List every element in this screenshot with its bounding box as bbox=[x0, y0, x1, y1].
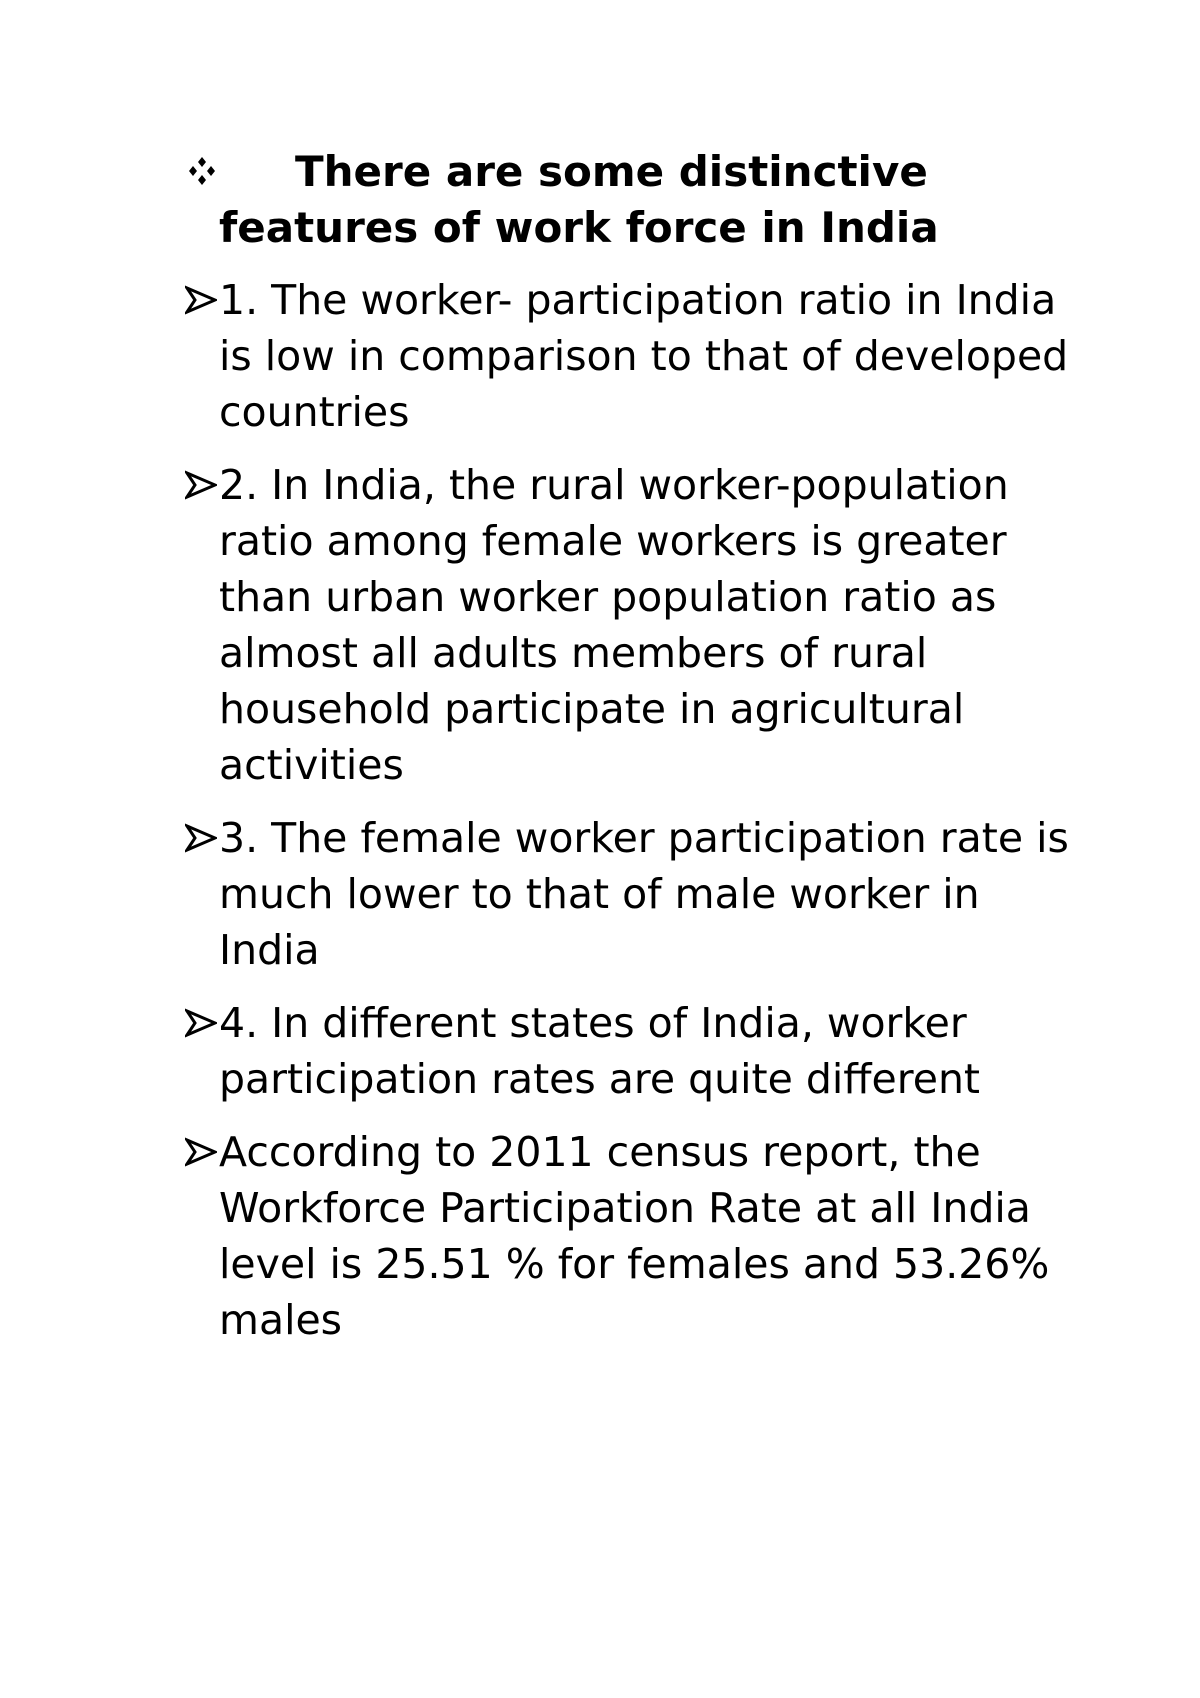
bullet-text: 4. In different states of India, worker participation rates are quite different bbox=[219, 999, 981, 1103]
bullet-list bbox=[185, 272, 1085, 1365]
bullet-text: 3. The female worker participation rate is much lower to that of male worker in India bbox=[219, 814, 1069, 974]
list-item bbox=[185, 1124, 1085, 1348]
arrowhead-icon bbox=[185, 822, 217, 854]
list-item bbox=[185, 810, 1085, 978]
bullet-text: 1. The worker- participation ratio in India is low in comparison to that of developed countries bbox=[219, 276, 1069, 436]
list-item bbox=[185, 995, 1085, 1107]
arrowhead-icon bbox=[185, 1136, 217, 1168]
arrowhead-icon bbox=[185, 469, 217, 501]
slide-heading bbox=[185, 144, 1065, 256]
bullet-text: According to 2011 census report, the Workforce Participation Rate at all India level is 25.51 % for females and 53.26% males bbox=[219, 1128, 1050, 1344]
arrowhead-icon bbox=[185, 1007, 217, 1039]
heading-text: There are some distinctive features of work force in India bbox=[219, 147, 939, 252]
arrowhead-icon bbox=[185, 284, 217, 316]
list-item bbox=[185, 272, 1085, 440]
list-item bbox=[185, 457, 1085, 793]
bullet-text: 2. In India, the rural worker-population ratio among female workers is greater than urban worker population ratio as almost all adults members of rural household participate in agricultural activities bbox=[219, 461, 1009, 789]
four-diamond-icon bbox=[185, 144, 219, 200]
